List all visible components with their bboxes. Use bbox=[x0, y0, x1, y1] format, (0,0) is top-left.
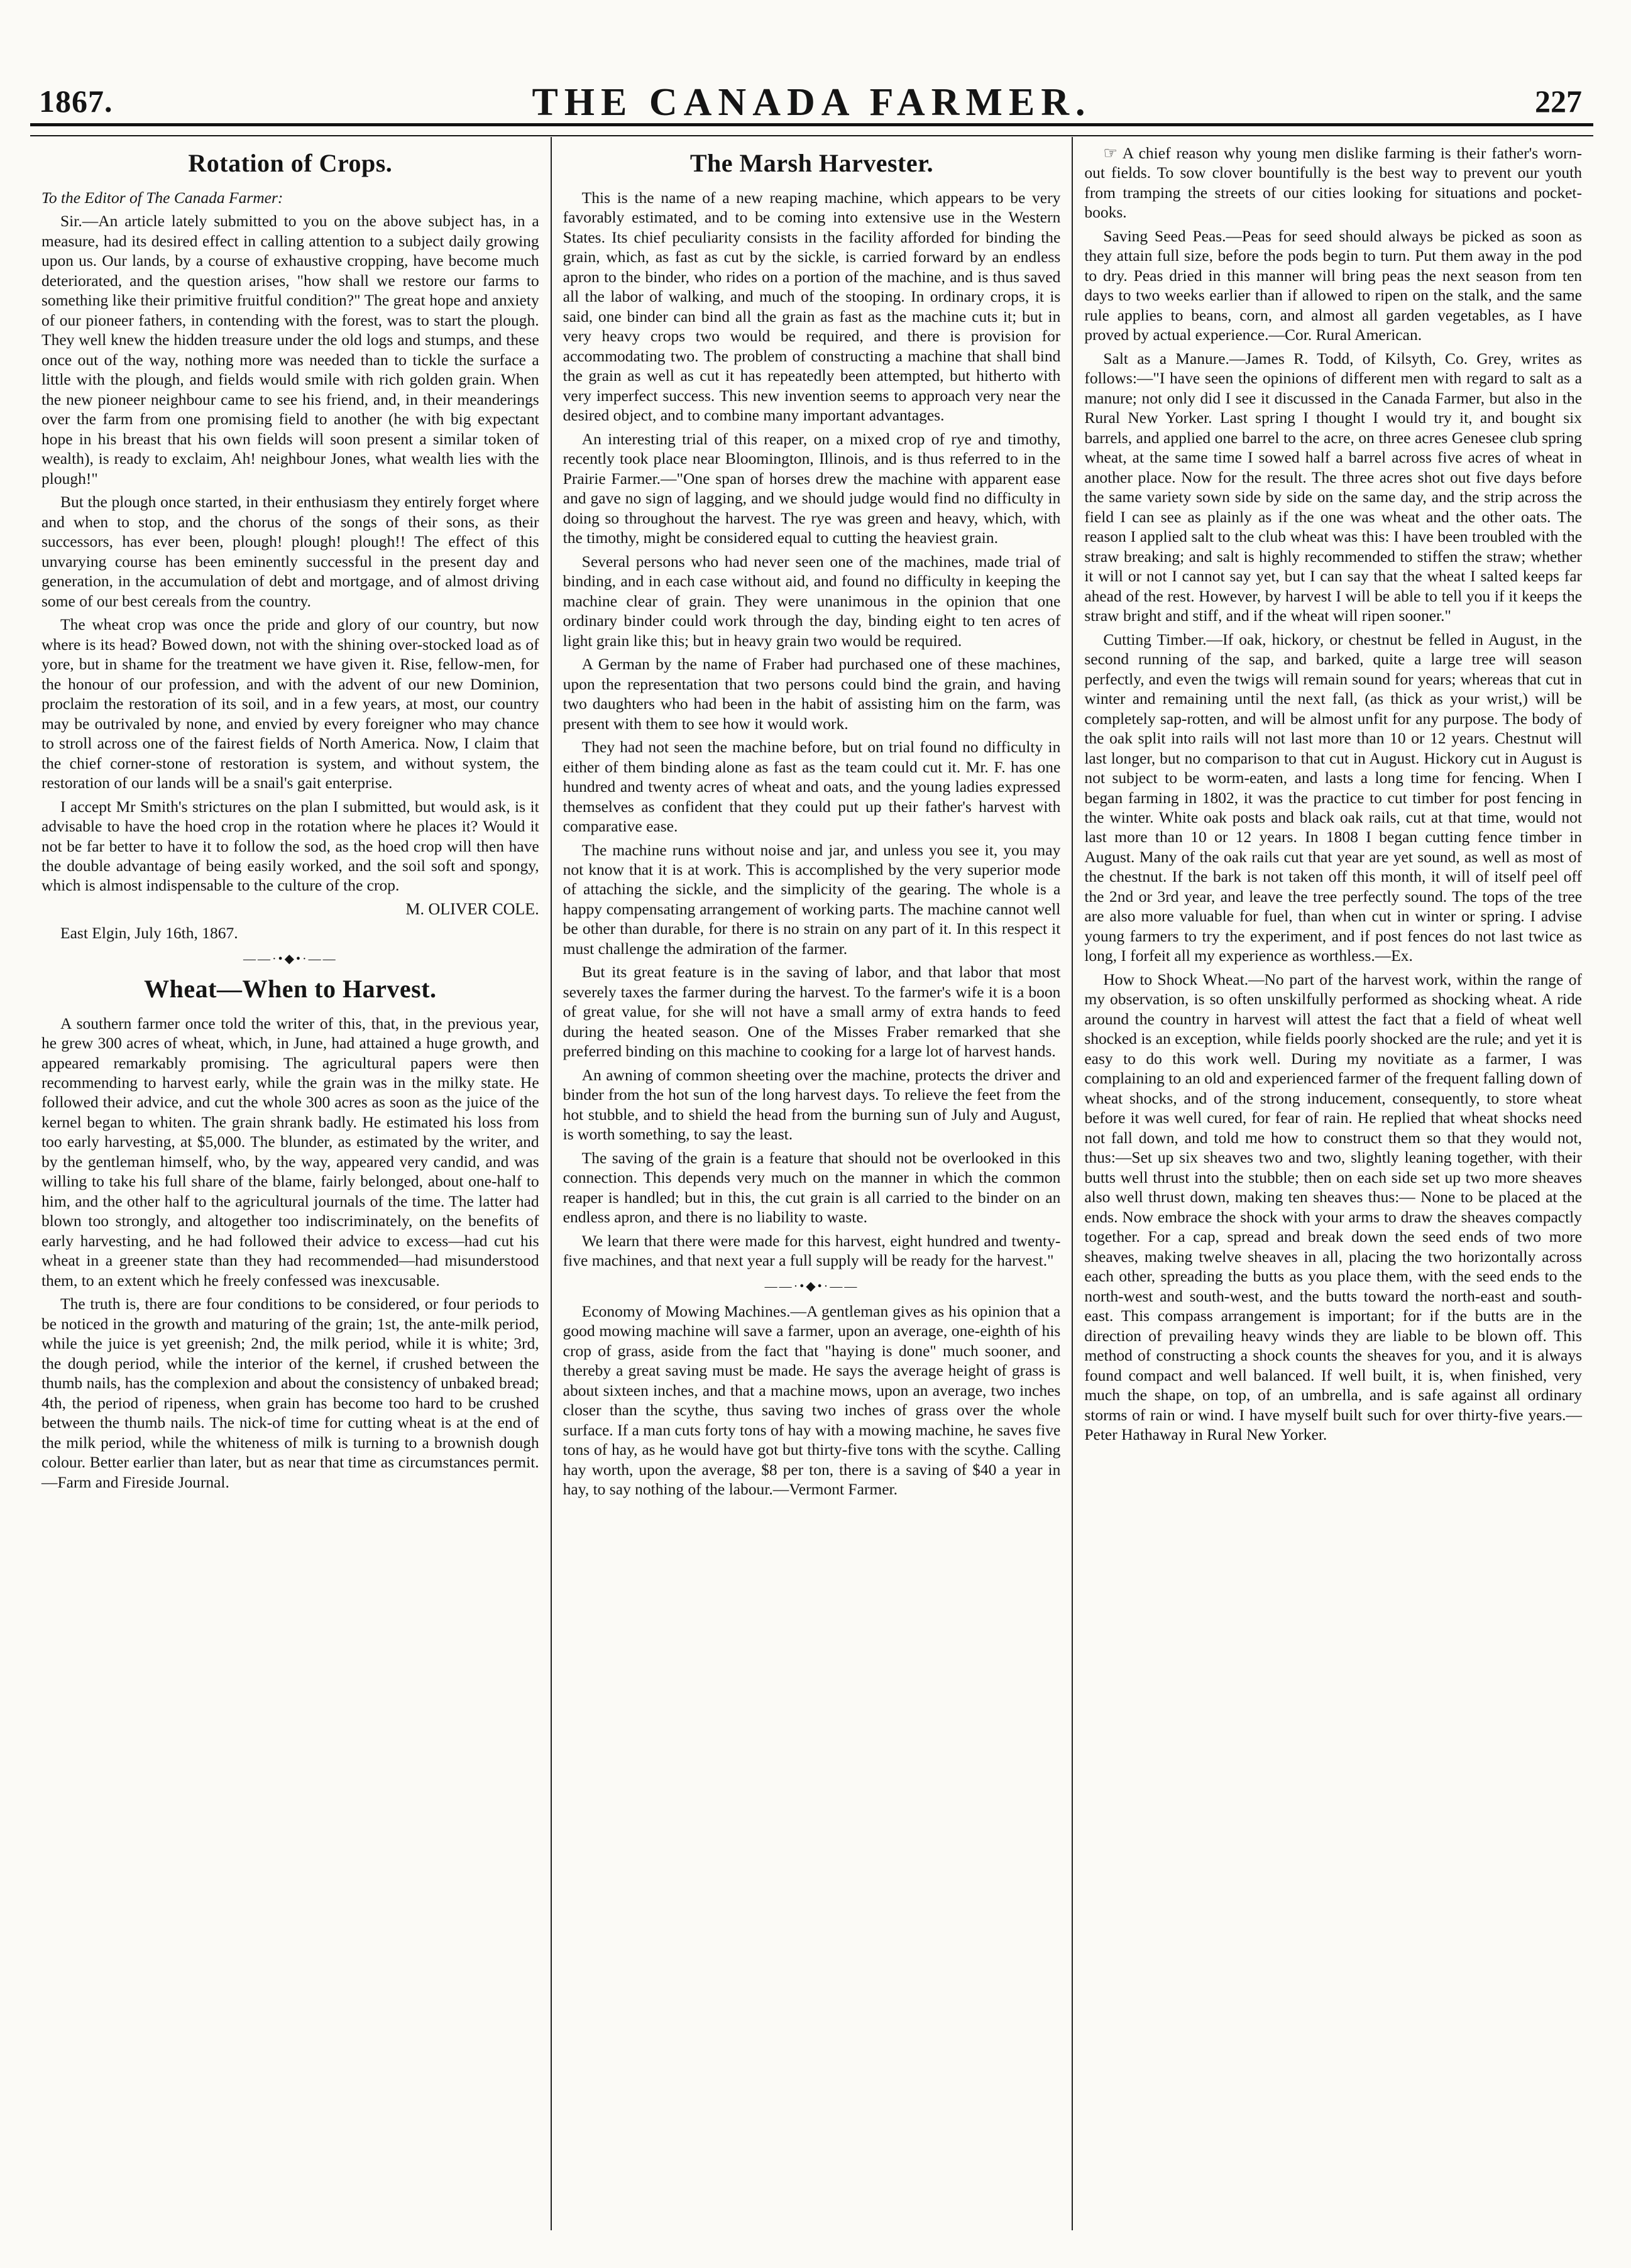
paragraph: This is the name of a new reaping machine, which appears to be very favorably estimated, and to be coming into extensive use in the Western States. Its chief peculiarity consists in the facility afforded for binding the grain, which, as fast as cut by the sickle, is carried forward by an endless apron to the binder, who rides on a portion of the machine, and is thus saved all the labor of walking, and much of the stooping. In ordinary crops, it is said, one binder can bind all the grain as fast as the machine cuts it; but in very heavy crops two would be required, and there is provision for accommodating two. The problem of constructing a machine that shall bind the grain as well as cut it has repeatedly been attempted, but hitherto with very imperfect success. This new invention seems to approach very near the desired object, and to combine many important advantages. bbox=[563, 189, 1061, 425]
paragraph: The truth is, there are four conditions to be considered, or four periods to be noticed in the growth and maturing of the grain; 1st, the ante-milk period, while the juice is yet greenish; 2nd, the milk period, while it is white; 3rd, the dough period, while the interior of the kernel, if crushed between the thumb nails, has the complexion and about the consistency of unbaked bread; 4th, the period of ripeness, when grain has become too hard to be crushed between the thumb nails. The nick-of time for cutting wheat is at the end of the milk period, while the whiteness of milk is turning to a brownish dough colour. Better earlier than later, but as near that time as circumstances permit.—Farm and Fireside Journal. bbox=[41, 1295, 539, 1491]
article-title-marsh: The Marsh Harvester. bbox=[689, 149, 934, 177]
signature: M. OLIVER COLE. bbox=[405, 899, 539, 918]
paragraph: The wheat crop was once the pride and glory of our country, but now where is its head? Bowed down, not with the shining over-stocked load as of yore, but in shame for the treatment we have given it. Rise, fellow-men, for the honour of our profession, and with the advent of our new Dominion, proclaim the restoration of its soil, and in a few years, at most, our country may be outrivaled by none, and envied by every foreigner who may chance to stroll across one of the fairest fields of North America. Now, I claim that the chief corner-stone of restoration is system, and without system, the restoration of our lands will be a snail's gait enterprise. bbox=[41, 615, 539, 792]
paragraph: An interesting trial of this reaper, on a mixed crop of rye and timothy, recently took place near Bloomington, Illinois, and is thus referred to in the Prairie Farmer.—"One span of horses drew the machine with apparent ease and gave no sign of lagging, and we should judge would find no difficulty in doing so throughout the harvest. The rye was green and heavy, which, with the timothy, might be considered equal to cutting the heaviest grain. bbox=[563, 429, 1061, 547]
column-3 bbox=[1072, 137, 1593, 2230]
paragraph: Cutting Timber.—If oak, hickory, or chestnut be felled in August, in the second running of the sap, and barked, quite a large tree will season perfectly, and even the twigs will remain sound for years; whereas that cut in winter and remaining until the next fall, (as thick as your wrist,) will be completely sap-rotten, and will be almost unfit for any purpose. The body of the oak split into rails will not last more than 10 or 12 years. Chestnut will last longer, but no comparison to that cut in August. Hickory cut in August is not subject to be worm-eaten, and lasts a long time for fencing. When I began farming in 1802, it was the practice to cut timber for post fencing in the winter. White oak posts and black oak rails, cut at that time, would not last more than 10 or 12 years. In 1808 I began cutting fence timber in August. Many of the oak rails cut that year are yet sound, as well as most of the chestnut. If the bark is not taken off this month, it will of itself peel off the 2nd or 3rd year, and leave the tree perfectly sound. The tops of the tree are also more valuable for fuel, than when cut in winter or spring. I advise young farmers to try the experiment, and if post fences do not last twice as long, I forfeit all my experience as worthless.—Ex. bbox=[1084, 630, 1583, 965]
salutation: To the Editor of The Canada Farmer: bbox=[41, 189, 283, 207]
ornament-divider: ——·•◆•·—— bbox=[764, 1279, 859, 1293]
paragraph: How to Shock Wheat.—No part of the harvest work, within the range of my observation, is so often unskilfully performed as shocking wheat. A ride around the country in harvest will attest the fact that a field of wheat well shocked is an exception, while fields poorly shocked are the rule; and yet it is easy to do this work well. During my novitiate as a farmer, I was complaining to an old and experienced farmer of the frequent falling down of wheat shocks, and of the strong inducement, consequently, to store wheat before it was well cured, for fear of rain. He replied that wheat shocks need not fall down, and told me how to construct them so that they would not, thus:—Set up six sheaves two and two, slightly leaning together, with their butts well thrust into the stubble; then on each side set up two more sheaves also well thrust down, making ten sheaves thus:— None to be placed at the ends. Now embrace the shock with your arms to draw the sheaves compactly together. For a cap, spread and break down the seed ends of two more sheaves, making twelve sheaves in all, placing the two horizontally across each other, spreading the butts as you place them, with the seed ends to the north-west and south-west, and the butts toward the north-east and south-east. This compass arrangement is important; for if the butts are in the direction of prevailing heavy winds they are liable to be blown off. This method of constructing a shock counts the sheaves for you, and it is always found compact and well balanced. If well built, it is, when finished, very much the shape, on top, of an umbrella, and is safe against all ordinary storms of rain or wind. I have myself built such for over thirty-five years.—Peter Hathaway in Rural New Yorker. bbox=[1084, 970, 1583, 1444]
column-2 bbox=[551, 137, 1072, 2230]
issue-year: 1867. bbox=[39, 84, 113, 119]
page-number: 227 bbox=[1535, 84, 1582, 119]
paragraph: We learn that there were made for this harvest, eight hundred and twenty-five machines, and that next year a full supply will be ready for the harvest." bbox=[563, 1231, 1061, 1270]
paragraph: Sir.—An article lately submitted to you on the above subject has, in a measure, had its desired effect in calling attention to a subject daily growing upon us. Our lands, by a course of exhaustive cropping, have become much deteriorated, and the question arises, "how shall we restore our farms to something like their primitive fruitful condition?" The great hope and anxiety of our pioneer fathers, in contending with the forest, was to start the plough. They well knew the hidden treasure under the old logs and stumps, and these once out of the way, nothing more was needed than to tickle the surface a little with the plough, and fields would smile with rich golden grain. When the new pioneer neighbour came to see his friend, and, in their meanderings over the farm from one promising field to another (he with big expectant hope in his breast that his own fields will soon present a similar token of wealth), is ready to exclaim, Ah! neighbour Jones, what wealth lies with the plough!" bbox=[41, 212, 539, 488]
newspaper-title: THE CANADA FARMER. bbox=[532, 81, 1092, 124]
paragraph: Economy of Mowing Machines.—A gentleman gives as his opinion that a good mowing machine will save a farmer, upon an average, one-eighth of his crop of grass, aside from the fact that "haying is done" much sooner, and thereby a great saving must be made. He says the average height of grass is about sixteen inches, and that a machine mows, upon an average, two inches closer than the scythe, thus saving two inches of grass over the whole surface. If a man cuts forty tons of hay with a mowing machine, he saves five tons of hay, as he would have got but thirty-five tons with the scythe. Calling hay worth, upon the average, $8 per ton, there is a saving of $40 a year in hay, to say nothing of the labour.—Vermont Farmer. bbox=[563, 1301, 1061, 1499]
paragraph: Several persons who had never seen one of the machines, made trial of binding, and in each case without aid, and found no difficulty in keeping the machine clear of grain. They were unanimous in the opinion that one ordinary binder could work through the day, binding eight to ten acres of light grain like this; but in heavy grain two would be required. bbox=[563, 552, 1061, 650]
paragraph: But the plough once started, in their enthusiasm they entirely forget where and when to stop, and the chorus of the songs of their sons, as their successors, has ever been, plough! plough! plough!! The effect of this unvarying course has been eminently successful in the present day and generation, in the accumulation of debt and mortgage, and of almost driving some of our best cereals from the country. bbox=[41, 493, 539, 610]
paragraph: ☞ A chief reason why young men dislike farming is their father's worn-out fields. To sow clover bountifully is the best way to prevent our youth from tramping the streets of our cities looking for situations and pocket-books. bbox=[1084, 144, 1583, 222]
paragraph: The saving of the grain is a feature that should not be overlooked in this connection. This depends very much on the manner in which the common reaper is handled; but in this, the cut grain is all carried to the binder on an endless apron, and there is no liability to waste. bbox=[563, 1148, 1061, 1227]
paragraph: The machine runs without noise and jar, and unless you see it, you may not know that it is at work. This is accomplished by the very superior mode of attaching the sickle, and the simplicity of the gearing. The whole is a happy compensating arrangement of working parts. The machine cannot well be other than durable, for there is no strain on any part of it. In this respect it must challenge the admiration of the farmer. bbox=[563, 840, 1061, 958]
paragraph: I accept Mr Smith's strictures on the plan I submitted, but would ask, is it advisable to have the hoed crop in the rotation where he places it? Would it not be far better to have it to follow the sod, as the hoed crop will then have the double advantage of being easily worked, and the soil soft and spongy, which is almost indispensable to the culture of the crop. bbox=[41, 797, 539, 895]
paragraph: A southern farmer once told the writer of this, that, in the previous year, he grew 300 acres of wheat, which, in June, had attained a huge growth, and appeared remarkably promising. The agricultural papers were then recommending to harvest early, while the grain was in the milky state. He followed their advice, and cut the whole 300 acres as soon as the juice of the kernel began to whiten. The grain shrank badly. He estimated his loss from too early harvesting, at $5,000. The blunder, as estimated by the writer, and by the gentleman himself, who, by the way, appeared very candid, and was willing to take his full share of the blame, fairly belonged, about one-half to him, and the other half to the agricultural journals of the time. The latter had blown too strongly, and altogether too indiscriminately, on the benefits of early harvesting, and he had followed their advice to excess—had cut his wheat in a greener state than they had recommended—had misunderstood them, to an extent which he freely confessed was inexcusable. bbox=[41, 1014, 539, 1290]
article-title-rotation: Rotation of Crops. bbox=[188, 149, 393, 177]
paragraph: But its great feature is in the saving of labor, and that labor that most severely taxes the farmer during the harvest. To the farmer's wife it is a boon of great value, for she will not have a small army of extra hands to feed during the heated season. One of the Misses Fraber remarked that she preferred binding on this machine to cooking for a large lot of harvest hands. bbox=[563, 963, 1061, 1061]
paragraph: Saving Seed Peas.—Peas for seed should always be picked as soon as they attain full size, before the pods begin to turn. Put them away in the pod to dry. Peas dried in this manner will bring peas the next season from ten days to two weeks earlier than if allowed to ripen on the stalk, and the same rule applies to beans, corn, and almost all garden vegetables, as I have proved by actual experience.—Cor. Rural American. bbox=[1084, 226, 1583, 344]
columns bbox=[30, 137, 1593, 2230]
column-1 bbox=[30, 137, 551, 2230]
paragraph: They had not seen the machine before, but on trial found no difficulty in either of them binding alone as fast as the team could cut it. Mr. F. has one hundred and twenty acres of wheat and oats, and the young ladies expressed themselves as confident that they could put up their father's harvest with comparative ease. bbox=[563, 738, 1061, 836]
article-title-wheat: Wheat—When to Harvest. bbox=[144, 974, 437, 1003]
paragraph: A German by the name of Fraber had purchased one of these machines, upon the representation that two persons could bind the grain, and having two daughters who had been in the habit of assisting him on the farm, was present with them to see how it would work. bbox=[563, 655, 1061, 733]
ornament-divider: ——·•◆•·—— bbox=[243, 951, 338, 966]
masthead bbox=[30, 74, 1593, 124]
masthead-rule bbox=[30, 123, 1593, 136]
paragraph: An awning of common sheeting over the machine, protects the driver and binder from the hot sun of the long harvest days. To relieve the feet from the hot stubble, and to shield the head from the burning sun of July and August, is worth something, to say the least. bbox=[563, 1065, 1061, 1144]
paragraph: Salt as a Manure.—James R. Todd, of Kilsyth, Co. Grey, writes as follows:—"I have seen the opinions of different men with regard to salt as a manure; not only did I see it discussed in the Canada Farmer, but also in the Rural New Yorker. Last spring I thought I would try it, and bought six barrels, and applied one barrel to the acre, on three acres Genesee club spring wheat, at the same time I sowed half a barrel across five acres of wheat in another place. Now for the result. The three acres shot out five days before the same variety sown side by side on the same day, and the strip across the field I can see as plainly as if the one was wheat and the other oats. The reason I applied salt to the club wheat was this: I have been troubled with the straw breaking; and salt is highly recommended to stiffen the straw; whether it will or not I cannot say yet, but I can say that the wheat I salted keeps far ahead of the rest. However, by harvest I will be able to tell you if it keeps the straw bright and stiff, and if the wheat will ripen sooner." bbox=[1084, 349, 1583, 625]
dateline: East Elgin, July 16th, 1867. bbox=[60, 924, 238, 943]
